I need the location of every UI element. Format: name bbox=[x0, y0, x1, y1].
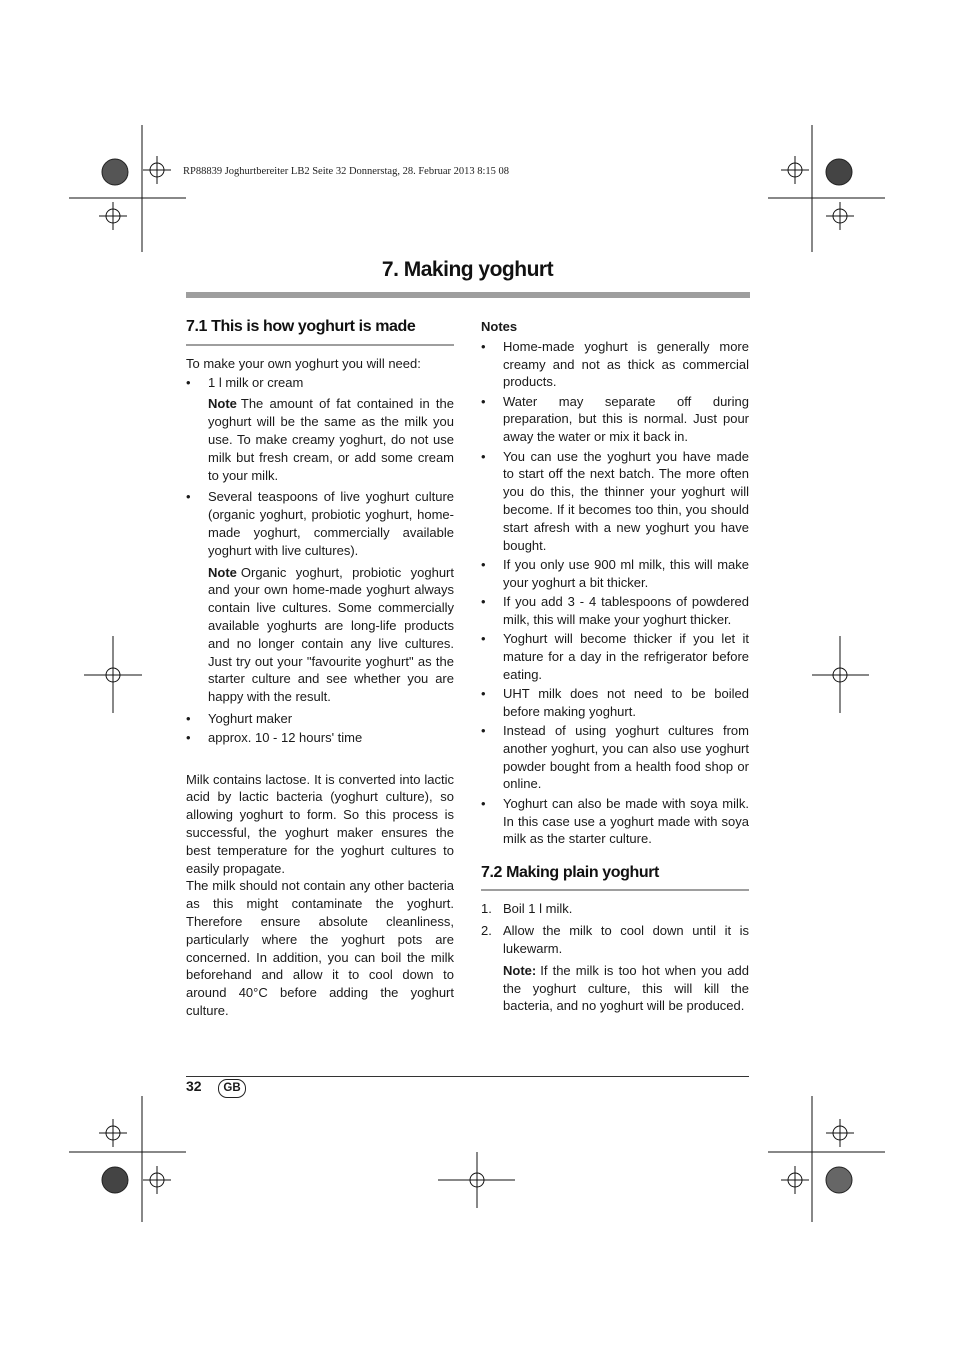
requirements-intro: To make your own yoghurt you will need: bbox=[186, 355, 421, 371]
section-heading-7-2: 7.2 Making plain yoghurt bbox=[481, 864, 749, 892]
list-item: • Water may separate off during preparation, but this is normal. Just pour away the water or mix it back in. bbox=[481, 393, 749, 445]
bullet-icon: • bbox=[481, 631, 486, 647]
list-item: • If you add 3 - 4 tablespoons of powdered milk, this will make your yoghurt thicker. bbox=[481, 593, 749, 627]
list-item: • Yoghurt will become thicker if you let it mature for a day in the refrigerator before eating. bbox=[481, 631, 749, 682]
step-number: 2. bbox=[481, 923, 492, 939]
bullet-icon: • bbox=[481, 556, 486, 572]
crosshair-icon bbox=[84, 156, 869, 1208]
print-slug-line: RP88839 Joghurtbereiter LB2 Seite 32 Donnerstag, 28. Februar 2013 8:15 08 bbox=[183, 166, 510, 177]
note-label: Note: bbox=[503, 962, 537, 978]
bullet-icon: • bbox=[481, 393, 486, 409]
notes-heading: Notes bbox=[481, 319, 518, 334]
list-item: 1. Boil 1 l milk. bbox=[481, 901, 573, 917]
list-item: • Yoghurt maker bbox=[186, 710, 293, 726]
bullet-icon: • bbox=[186, 374, 191, 390]
color-target-icon bbox=[102, 159, 852, 1193]
list-item: • Home-made yoghurt is generally more creamy and not as thick as commercial products. bbox=[481, 338, 749, 390]
page-number: 32 bbox=[186, 1078, 202, 1094]
section-heading-7-1: 7.1 This is how yoghurt is made bbox=[186, 318, 454, 346]
page-title: 7. Making yoghurt bbox=[381, 258, 554, 281]
list-item: • UHT milk does not need to be boiled before making yoghurt. bbox=[481, 685, 749, 719]
list-item: • Several teaspoons of live yoghurt culture (organic yoghurt, probiotic yoghurt, home-made yoghurt, commercially available yoghurt with live cultures). bbox=[186, 489, 454, 558]
paragraph-lactose: Milk contains lactose. It is converted into lactic acid by lactic bacteria (yoghurt culture), so allowing yoghurt to form. So this process is successful, the yoghurt maker ensures the best temperature for the yoghurt cultures to easily propagate. bbox=[186, 771, 454, 876]
list-item: • 1 l milk or cream bbox=[186, 374, 304, 390]
bullet-icon: • bbox=[481, 338, 486, 354]
list-item: • approx. 10 - 12 hours' time bbox=[186, 730, 363, 746]
bullet-icon: • bbox=[186, 489, 191, 505]
bullet-icon: • bbox=[186, 710, 191, 726]
note-milk-temperature: Note: If the milk is too hot when you add the yoghurt culture, this will kill the bacteria, and no yoghurt will be produced. bbox=[503, 962, 749, 1014]
list-item: • Yoghurt can also be made with soya milk. In this case use a yoghurt made with soya milk as the starter culture. bbox=[481, 795, 749, 847]
list-item: • Instead of using yoghurt cultures from another yoghurt, you can also use yoghurt powder bought from a health food shop or online. bbox=[481, 723, 749, 792]
bullet-icon: • bbox=[481, 723, 486, 739]
list-item: 2. Allow the milk to cool down until it is lukewarm. bbox=[481, 923, 749, 956]
bullet-icon: • bbox=[481, 685, 486, 701]
note-fat-content: Note The amount of fat contained in the yoghurt will be the same as the milk you use. To make creamy yoghurt, do not use milk but fresh cream, or add some cream to your milk. bbox=[208, 396, 454, 483]
step-number: 1. bbox=[481, 901, 492, 917]
bullet-icon: • bbox=[481, 795, 486, 811]
note-label: Note bbox=[208, 396, 237, 412]
note-label: Note bbox=[208, 564, 237, 580]
list-item: • You can use the yoghurt you have made to start off the next batch. The more often you do this, the thinner your yoghurt will become. If it becomes too thin, you should start afresh with a new yoghurt you have bought. bbox=[481, 448, 749, 553]
note-live-cultures: Note Organic yoghurt, probiotic yoghurt and your own home-made yoghurt always contain live cultures. Some commercially available yoghurts are long-life products and no longer contain any live cultures. Just try out your "favourite yoghurt" as the starter culture and see whether you are happy with the result. bbox=[208, 564, 454, 705]
bullet-icon: • bbox=[481, 593, 486, 609]
bullet-icon: • bbox=[186, 730, 191, 746]
language-badge: GB bbox=[218, 1079, 246, 1098]
list-item: • If you only use 900 ml milk, this will make your yoghurt a bit thicker. bbox=[481, 556, 749, 590]
bullet-icon: • bbox=[481, 448, 486, 464]
paragraph-cleanliness: The milk should not contain any other bacteria as this might contaminate the yoghurt. Therefore ensure absolute cleanliness, particularly where the yoghurt pots are concerned. In addition, you can boil the milk beforehand and allow it to cool down to around 40°C before adding the yoghurt culture. bbox=[186, 878, 454, 1018]
